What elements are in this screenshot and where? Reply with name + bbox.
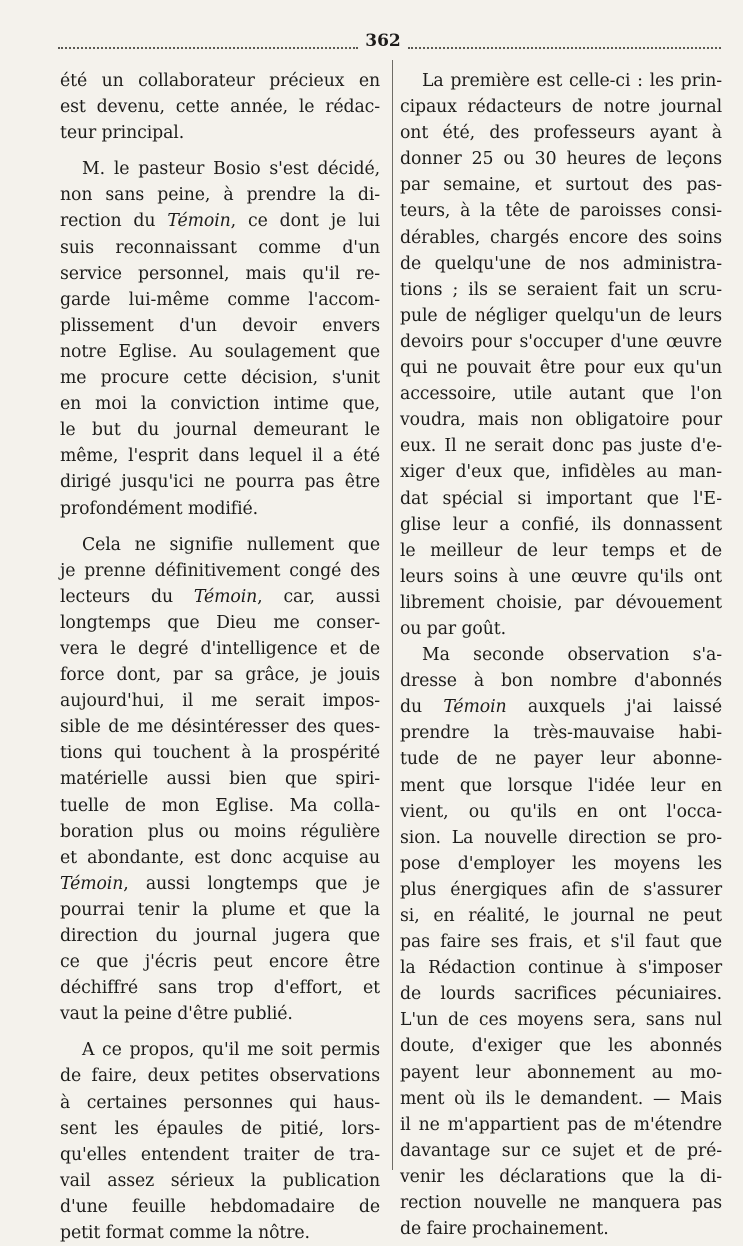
text-line: glise leur a confié, ils donnassent (400, 514, 722, 535)
text-line: matérielle aussi bien que spiri- (60, 769, 380, 790)
text-line: lecteurs du Témoin, car, aussi (60, 586, 381, 607)
text-line: longtemps que Dieu me conser- (60, 612, 380, 633)
text-line: vail assez sérieux la publication (60, 1170, 380, 1191)
text-line: Cela ne signifie nullement que (82, 534, 380, 555)
text-line: tuelle de mon Eglise. Ma colla- (60, 795, 380, 816)
text-line: il ne m'appartient pas de m'étendre (400, 1114, 722, 1135)
page-number: 362 (365, 31, 401, 51)
text-line: accessoire, utile autant que l'on (400, 384, 722, 405)
text-line: Ma seconde observation s'a- (422, 645, 722, 666)
text-line: vera le degré d'intelligence et de (60, 638, 380, 659)
text-line: teurs, à la tête de paroisses consi- (400, 201, 722, 222)
text-line: ment où ils le demandent. — Mais (400, 1088, 722, 1109)
text-line: déchiffré sans trop d'effort, et (60, 978, 380, 999)
text-line: eux. Il ne serait donc pas juste d'e- (400, 436, 722, 457)
text-line: ce que j'écris peut encore être (60, 952, 380, 973)
text-line: dirigé jusqu'ici ne pourra pas être (60, 472, 380, 493)
text-line: dresse à bon nombre d'abonnés (400, 671, 722, 692)
text-line: force dont, par sa grâce, je jouis (60, 665, 380, 686)
text-line: M. le pasteur Bosio s'est décidé, (82, 159, 380, 180)
text-line: service personnel, mais qu'il re- (60, 263, 380, 284)
text-line: boration plus ou moins régulière (60, 821, 380, 842)
text-line: de faire, deux petites observations (60, 1066, 380, 1087)
text-line: garde lui-même comme l'accom- (60, 289, 380, 310)
text-line: vient, ou qu'ils en ont l'occa- (400, 801, 722, 822)
text-line: sent les épaules de pitié, lors- (60, 1118, 380, 1139)
text-line: plissement d'un devoir envers (60, 315, 380, 336)
text-line: pule de négliger quelqu'un de leurs (400, 305, 722, 326)
text-line: rection nouvelle ne manquera pas (400, 1193, 722, 1214)
text-line: je prenne définitivement congé des (60, 560, 380, 581)
text-line: si, en réalité, le journal ne peut (400, 906, 722, 926)
text-line: petit format comme la nôtre. (60, 1223, 310, 1244)
text-line: le but du journal demeurant le (60, 420, 380, 441)
text-line: teur principal. (60, 123, 185, 144)
text-line: dérables, chargés encore des soins (400, 227, 722, 248)
column-divider (392, 60, 393, 1170)
header-rule-left (58, 47, 358, 49)
text-line: La première est celle-ci : les prin- (422, 71, 722, 91)
text-line: du Témoin auxquels j'ai laissé (400, 697, 722, 718)
text-line: non sans peine, à prendre la di- (60, 185, 380, 206)
text-line: aujourd'hui, il me serait impos- (60, 691, 380, 712)
text-line: leurs soins à une œuvre qu'ils ont (400, 566, 722, 587)
paragraph-gap (60, 1027, 380, 1037)
text-line: dat spécial si important que l'E- (400, 488, 722, 509)
text-line: par semaine, et surtout des pas- (400, 175, 722, 196)
text-line: direction du journal jugera que (60, 926, 380, 946)
text-line: venir les déclarations que la di- (400, 1166, 722, 1187)
text-line: donner 25 ou 30 heures de leçons (400, 149, 722, 170)
text-line: la Rédaction continue à s'imposer (400, 958, 722, 979)
page-header (58, 30, 721, 60)
text-line: et abondante, est donc acquise au (60, 847, 380, 868)
text-line: de faire prochainement. (400, 1219, 609, 1240)
text-line: pose d'employer les moyens les (400, 853, 722, 874)
text-line: de quelqu'une de nos administra- (400, 253, 722, 274)
text-line: notre Eglise. Au soulagement que (60, 341, 380, 362)
text-line: doute, d'exiger que les abonnés (400, 1036, 722, 1057)
text-line: A ce propos, qu'il me soit permis (82, 1040, 380, 1061)
text-line: ou par goût. (400, 618, 506, 639)
text-line: tude de ne payer leur abonne- (400, 749, 722, 770)
left-column (60, 68, 380, 1246)
paragraph-gap (60, 522, 380, 532)
text-line: davantage sur ce sujet et de pré- (400, 1140, 722, 1161)
text-line: prendre la très-mauvaise habi- (400, 723, 722, 744)
text-line: est devenu, cette année, le rédac- (60, 97, 380, 118)
text-line: tions ; ils se seraient fait un scru- (400, 279, 722, 300)
text-line: suis reconnaissant comme d'un (60, 237, 380, 258)
text-line: tions qui touchent à la prospérité (60, 743, 380, 764)
text-line: qu'elles entendent traiter de tra- (60, 1144, 380, 1165)
text-line: xiger d'eux que, infidèles au man- (400, 462, 722, 483)
text-line: Témoin, aussi longtemps que je (60, 873, 380, 894)
text-line: voudra, mais non obligatoire pour (400, 410, 722, 431)
paragraph-gap (60, 146, 380, 156)
text-line: payent leur abonnement au mo- (400, 1062, 722, 1083)
text-line: ment que lorsque l'idée leur en (400, 775, 722, 796)
text-line: profondément modifié. (60, 498, 259, 519)
text-line: pourrai tenir la plume et que la (60, 899, 380, 920)
header-rule-right (408, 47, 721, 49)
text-line: pas faire ses frais, et s'il faut que (400, 932, 722, 953)
text-line: librement choisie, par dévouement (400, 592, 722, 613)
text-line: plus énergiques afin de s'assurer (400, 879, 722, 900)
text-line: le meilleur de leur temps et de (400, 540, 722, 561)
text-line: rection du Témoin, ce dont je lui (60, 211, 380, 232)
text-line: me procure cette décision, s'unit (60, 368, 380, 389)
text-line: vaut la peine d'être publié. (60, 1004, 293, 1025)
text-line: sible de me désintéresser des ques- (60, 717, 380, 738)
text-line: cipaux rédacteurs de notre journal (400, 97, 722, 118)
text-line: devoirs pour s'occuper d'une œuvre (400, 331, 722, 352)
text-line: L'un de ces moyens sera, sans nul (400, 1010, 722, 1031)
text-line: été un collaborateur précieux en (60, 71, 380, 91)
text-line: même, l'esprit dans lequel il a été (60, 446, 380, 467)
right-column (400, 68, 722, 1242)
text-line: sion. La nouvelle direction se pro- (400, 827, 722, 848)
text-line: d'une feuille hebdomadaire de (60, 1196, 380, 1217)
text-line: à certaines personnes qui haus- (60, 1092, 380, 1113)
text-line: en moi la conviction intime que, (60, 394, 380, 415)
text-line: de lourds sacrifices pécuniaires. (400, 984, 722, 1005)
text-line: qui ne pouvait être pour eux qu'un (400, 358, 722, 379)
text-line: ont été, des professeurs ayant à (400, 123, 722, 144)
